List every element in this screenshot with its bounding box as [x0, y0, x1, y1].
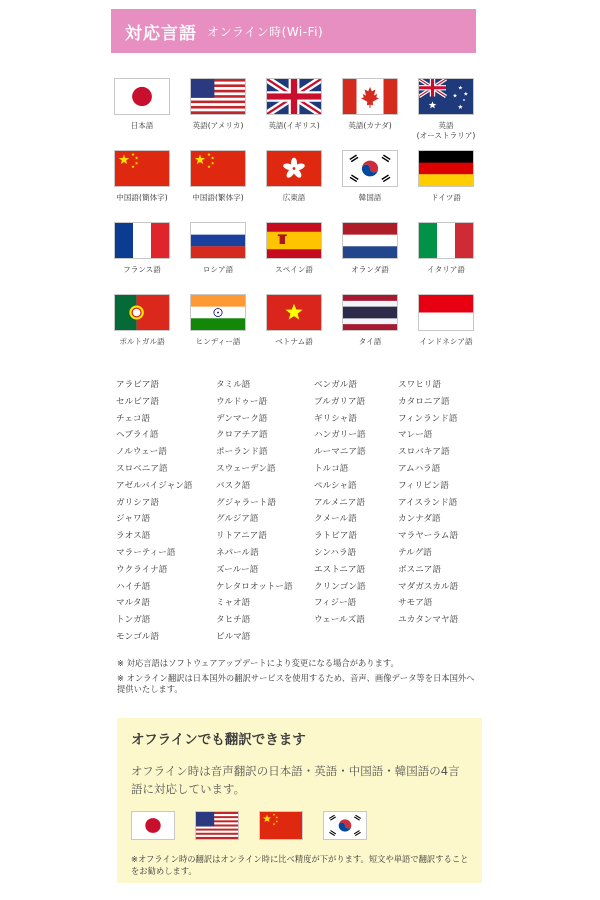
flag-grid: [104, 78, 484, 366]
china-flag-icon: [259, 811, 303, 840]
usa-flag-icon: [190, 78, 246, 115]
flag-label: イタリア語: [427, 265, 465, 274]
flag-item: [408, 150, 484, 222]
japan-flag-icon: [114, 78, 170, 115]
offline-description: オフライン時は音声翻訳の日本語・英語・中国語・韓国語の4言語に対応しています。: [131, 764, 460, 796]
language-item: ギリシャ語: [314, 413, 357, 424]
hongkong-flag-icon: [266, 150, 322, 187]
language-item: クメール語: [314, 514, 357, 525]
language-item: ズールー語: [216, 564, 259, 575]
language-item: アイスランド語: [398, 497, 458, 508]
flag-label: スペイン語: [275, 265, 313, 274]
flag-item: [104, 222, 180, 294]
language-item: マラヤーラム語: [398, 531, 459, 542]
language-item: リトアニア語: [216, 531, 267, 542]
language-item: グルジア語: [216, 514, 259, 525]
section-subtitle: オンライン時(Wi-Fi): [207, 24, 324, 39]
flag-item: [180, 150, 256, 222]
language-item: ノルウェー語: [116, 447, 167, 458]
flag-label: ロシア語: [202, 265, 234, 274]
flag-item: [180, 222, 256, 294]
language-column: [216, 377, 314, 646]
language-item: スワヒリ語: [398, 380, 441, 390]
language-item: エストニア語: [314, 564, 366, 575]
language-column: [314, 377, 398, 646]
flag-label: 中国語(繁体字): [192, 193, 244, 202]
note-update: ※ 対応言語はソフトウェアアップデートにより変更になる場合があります。: [117, 658, 399, 668]
russia-flag-icon: [190, 222, 246, 259]
language-item: スロベニア語: [116, 463, 168, 474]
flag-row: [104, 222, 484, 294]
language-item: ジャワ語: [116, 514, 151, 525]
language-item: スウェーデン語: [216, 463, 276, 474]
language-item: マダガスカル語: [398, 581, 459, 592]
indonesia-flag-icon: [418, 294, 474, 331]
china-flag-icon: [114, 150, 170, 187]
language-item: ウルドゥー語: [216, 396, 268, 407]
language-item: テルグ語: [398, 547, 432, 558]
flag-row: [104, 150, 484, 222]
flag-item: [256, 294, 332, 366]
language-item: アゼルバイジャン語: [116, 480, 193, 491]
italy-flag-icon: [418, 222, 474, 259]
flag-item: [332, 294, 408, 366]
korea-flag-icon: [323, 811, 367, 840]
language-item: ラオス語: [116, 531, 151, 542]
language-item: デンマーク語: [216, 413, 268, 424]
flag-item: [408, 294, 484, 366]
language-item: タミル語: [216, 380, 251, 390]
language-item: ビルマ語: [216, 631, 251, 642]
flag-row: [104, 78, 484, 150]
flag-label: ベトナム語: [275, 337, 313, 346]
flag-label: 英語(カナダ): [348, 121, 392, 130]
language-item: ブルガリア語: [314, 396, 366, 407]
language-item: タヒチ語: [216, 615, 251, 626]
notes: [117, 658, 477, 699]
flag-item: [408, 222, 484, 294]
note-online: ※ オンライン翻訳は日本国外の翻訳サービスを使用するため、音声、画像データ等を日本国外へ提供いたします。: [117, 672, 475, 694]
china-flag-icon: [190, 150, 246, 187]
language-item: ガリシア語: [116, 497, 159, 508]
india-flag-icon: [190, 294, 246, 331]
language-item: アラビア語: [116, 380, 159, 390]
language-item: グジャラート語: [216, 497, 276, 508]
flag-label: 中国語(簡体字): [116, 193, 168, 202]
language-item: トンガ語: [116, 615, 151, 626]
language-item: セルビア語: [116, 396, 159, 407]
language-item: シンハラ語: [314, 547, 357, 558]
language-item: カタロニア語: [398, 396, 450, 407]
flag-label: 英語(イギリス): [268, 121, 320, 130]
flag-item: [180, 78, 256, 150]
flag-label: 英語 (オーストラリア): [416, 121, 476, 140]
language-item: ハンガリー語: [314, 430, 366, 441]
language-item: ヘブライ語: [116, 430, 159, 441]
section-title: 対応言語: [125, 23, 197, 44]
language-item: フィジー語: [314, 598, 357, 609]
language-item: サモア語: [398, 598, 433, 609]
flag-row: [104, 294, 484, 366]
language-item: ベンガル語: [314, 380, 357, 390]
flag-label: フランス語: [123, 265, 161, 274]
flag-label: インドネシア語: [419, 337, 473, 346]
language-item: ウクライナ語: [116, 564, 168, 575]
language-item: ケレタロオットー語: [216, 581, 293, 592]
section-header: [111, 9, 476, 53]
flag-item: [332, 222, 408, 294]
france-flag-icon: [114, 222, 170, 259]
language-item: スロバキア語: [398, 447, 450, 458]
language-item: マラーティー語: [116, 547, 176, 558]
korea-flag-icon: [342, 150, 398, 187]
germany-flag-icon: [418, 150, 474, 187]
language-item: バスク語: [216, 480, 251, 491]
language-column: [398, 377, 486, 646]
flag-label: ポルトガル語: [119, 337, 165, 346]
flag-label: 日本語: [130, 121, 154, 130]
language-item: チェコ語: [116, 413, 151, 424]
language-item: ウェールズ語: [314, 615, 365, 626]
language-item: ペルシャ語: [314, 480, 357, 491]
flag-label: 広東語: [282, 193, 306, 202]
flag-item: [332, 150, 408, 222]
flag-label: オランダ語: [351, 265, 389, 274]
flag-label: ドイツ語: [431, 193, 461, 202]
language-column: [116, 377, 216, 646]
offline-flags: [131, 811, 387, 840]
language-item: フィリピン語: [398, 480, 449, 491]
offline-panel: [117, 718, 482, 883]
language-item: ルーマニア語: [314, 447, 366, 458]
canada-flag-icon: [342, 78, 398, 115]
flag-label: 韓国語: [358, 193, 382, 202]
language-item: クロアチア語: [216, 430, 268, 441]
language-item: ハイチ語: [116, 581, 151, 592]
flag-item: [104, 78, 180, 150]
australia-flag-icon: [418, 78, 474, 115]
netherlands-flag-icon: [342, 222, 398, 259]
language-item: ラトビア語: [314, 531, 357, 542]
offline-title: オフラインでも翻訳できます: [131, 732, 306, 748]
japan-flag-icon: [131, 811, 175, 840]
flag-label: 英語(アメリカ): [192, 121, 244, 130]
flag-label: ヒンディー語: [195, 337, 241, 346]
flag-item: [332, 78, 408, 150]
flag-item: [180, 294, 256, 366]
spain-flag-icon: [266, 222, 322, 259]
offline-footnote: ※オフライン時の翻訳はオンライン時に比べ精度が下がります。短文や単語で翻訳することをお勧めします。: [131, 854, 469, 876]
language-list: [116, 377, 486, 646]
flag-item: [104, 294, 180, 366]
language-item: アルメニア語: [314, 497, 365, 508]
language-item: クリンゴン語: [314, 581, 366, 592]
language-item: ネパール語: [216, 547, 259, 558]
usa-flag-icon: [195, 811, 239, 840]
language-item: ユカタンマヤ語: [398, 615, 459, 626]
flag-item: [256, 222, 332, 294]
uk-flag-icon: [266, 78, 322, 115]
vietnam-flag-icon: [266, 294, 322, 331]
language-item: モンゴル語: [116, 631, 159, 642]
thailand-flag-icon: [342, 294, 398, 331]
language-item: カンナダ語: [398, 514, 441, 525]
language-item: マレー語: [398, 430, 433, 441]
language-item: ミャオ語: [216, 598, 251, 609]
language-item: フィンランド語: [398, 413, 458, 424]
language-item: アムハラ語: [398, 463, 441, 474]
flag-item: [256, 78, 332, 150]
language-item: ボスニア語: [398, 564, 441, 575]
flag-item: [104, 150, 180, 222]
language-item: マルタ語: [116, 598, 151, 609]
portugal-flag-icon: [114, 294, 170, 331]
language-item: トルコ語: [314, 463, 349, 474]
flag-label: タイ語: [358, 337, 382, 346]
flag-item: [408, 78, 484, 150]
flag-item: [256, 150, 332, 222]
language-item: ポーランド語: [216, 447, 268, 458]
